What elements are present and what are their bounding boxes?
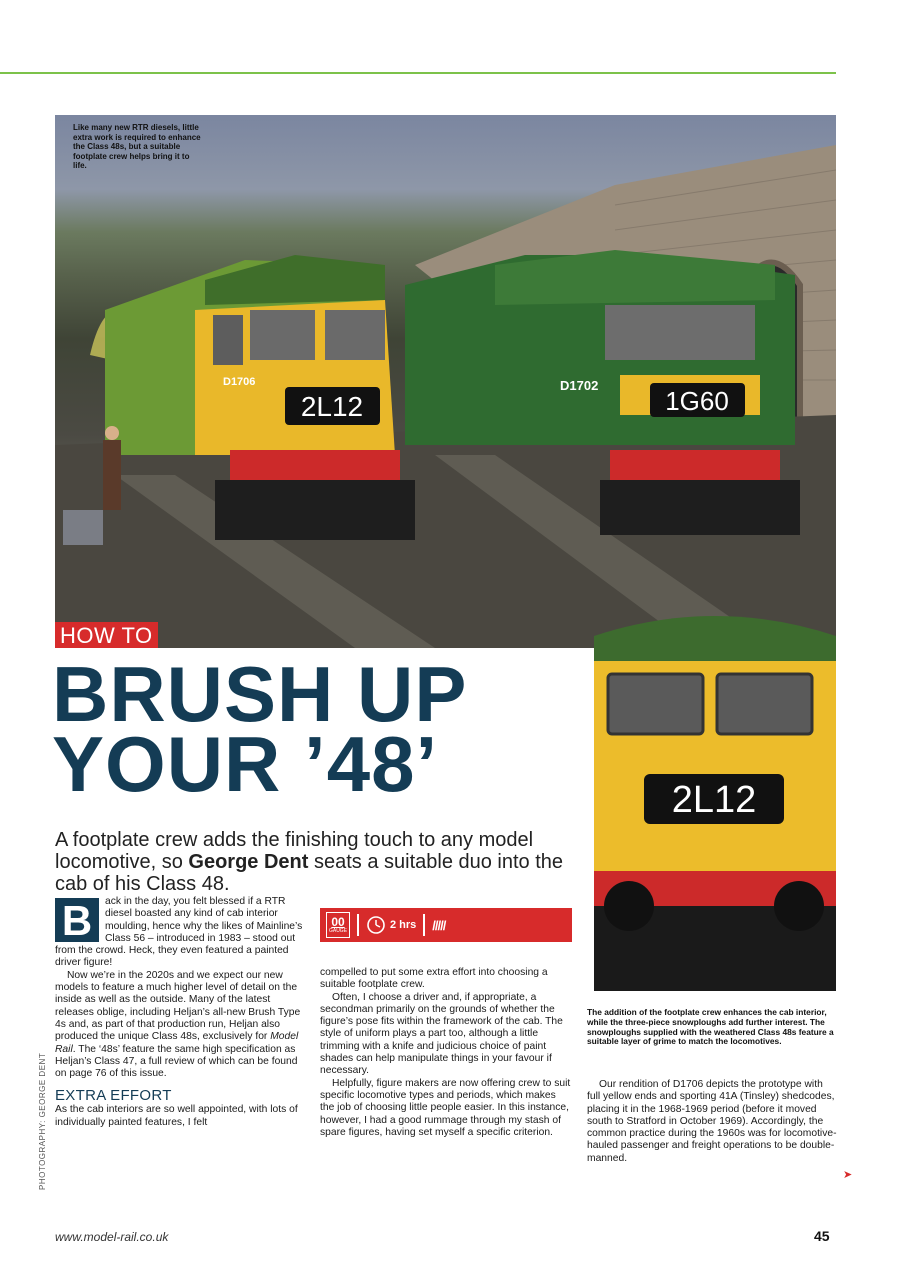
cab-front-illustration <box>594 606 836 991</box>
separator <box>423 914 425 936</box>
time-estimate: 2 hrs <box>390 919 417 931</box>
gauge-value: 00 <box>331 914 345 929</box>
col1-para2-pre: Now we’re in the 2020s and we expect our new models to feature a much higher level of detail on the inside as well as the outside. Many of the latest releases oblige, including Heljan’s all-new Brush Type 4s and, as part of that production run, Heljan also produced the unique Class 48s, exclusively for <box>55 969 301 1043</box>
col1-para1-text: ack in the day, you felt blessed if a RTR diesel boasted any kind of cab interior moulding, hence why the likes of Mainline’s Class 56 – introduced in 1983 – stood out from the crowd. Heck, they even featured a painted driver figure! <box>55 896 303 969</box>
headline-line2: YOUR ’48’ <box>52 720 439 808</box>
top-rule <box>0 72 836 74</box>
photo-credit: PHOTOGRAPHY: GEORGE DENT <box>38 1052 47 1190</box>
loco2-number: D1702 <box>560 378 599 393</box>
info-bar <box>320 908 572 942</box>
col2-para3: Helpfully, figure makers are now offering crew to suit specific locomotive types and periods, which makes the job of choosing little people easier. In this instance, however, I had a good rummage through my stash of spare figures, having set myself a specific criterion. <box>320 1077 571 1138</box>
continue-arrow-icon: ➤ <box>843 1169 853 1181</box>
magazine-name: Model Rail <box>55 1031 299 1055</box>
standfirst-pre: A footplate crew adds the finishing touch to any model locomotive, so <box>55 829 534 873</box>
section-tag: HOW TO <box>55 622 158 648</box>
col2-para2: Often, I choose a driver and, if appropriate, a secondman primarily on the grounds of whether the figure’s pose fits within the framework of the cab. The style of uniform plays a part too, although a little trimming with a knife and judicious choice of paint shades can help manipulate things in your favour if necessary. <box>320 991 563 1077</box>
loco1-number: D1706 <box>223 376 256 388</box>
loco2-headcode: 1G60 <box>665 386 729 416</box>
headline <box>52 650 592 808</box>
main-photo <box>55 115 836 648</box>
inset-photo <box>594 606 836 991</box>
col3-para1: Our rendition of D1706 depicts the prototype with full yellow ends and sporting 41A (Tinsley) shedcodes, placing it in the 1968-1969 period (before it moved south to Stratford in October 1969). Accordingly, the common practice during the 1960s was for locomotive-hauled passenger and freight operations to be double-manned. <box>587 1079 837 1164</box>
locomotives-illustration <box>55 115 836 648</box>
loco1-headcode: 2L12 <box>300 391 364 422</box>
col1-para3: As the cab interiors are so well appointed, with lots of individually painted features, I felt <box>55 1104 298 1128</box>
drop-cap: B <box>55 898 99 942</box>
column-1 <box>55 896 305 1129</box>
col1-para2-post: . The ‘48s’ feature the same high specification as Heljan’s Class 47, a full review of which can be found on page 76 of this issue. <box>55 1043 298 1080</box>
col1-para1 <box>55 896 305 970</box>
footer-url: www.model-rail.co.uk <box>55 1230 169 1244</box>
inset-caption: The addition of the footplate crew enhances the cab interior, while the three-piece snowploughs add further interest. The snowploughs supplied with the weathered Class 48s feature a suitable layer of grime to match the locomotives. <box>587 1007 834 1047</box>
col2-para1: compelled to put some extra effort into choosing a suitable footplate crew. <box>320 967 548 991</box>
gauge-badge <box>326 912 350 938</box>
standfirst <box>55 829 575 895</box>
standfirst-post: seats a suitable duo into the cab of his Class 48. <box>55 851 564 895</box>
subhead-extra-effort: EXTRA EFFORT <box>55 1087 172 1105</box>
author-name: George Dent <box>188 851 309 873</box>
gauge-label: GAUGE <box>328 927 348 934</box>
separator <box>357 914 359 936</box>
page-number: 45 <box>814 1228 830 1244</box>
difficulty-brushes-icon: ///// <box>432 917 446 933</box>
inset-headcode: 2L12 <box>671 779 757 821</box>
column-3 <box>587 1079 837 1165</box>
photo-caption-top: Like many new RTR diesels, little extra work is required to enhance the Class 48s, but a suitable footplate crew helps bring it to life. <box>73 123 201 171</box>
clock-icon <box>366 915 386 935</box>
column-2 <box>320 967 572 1139</box>
headline-line1: BRUSH UP <box>52 650 468 738</box>
col1-para2 <box>55 970 305 1081</box>
